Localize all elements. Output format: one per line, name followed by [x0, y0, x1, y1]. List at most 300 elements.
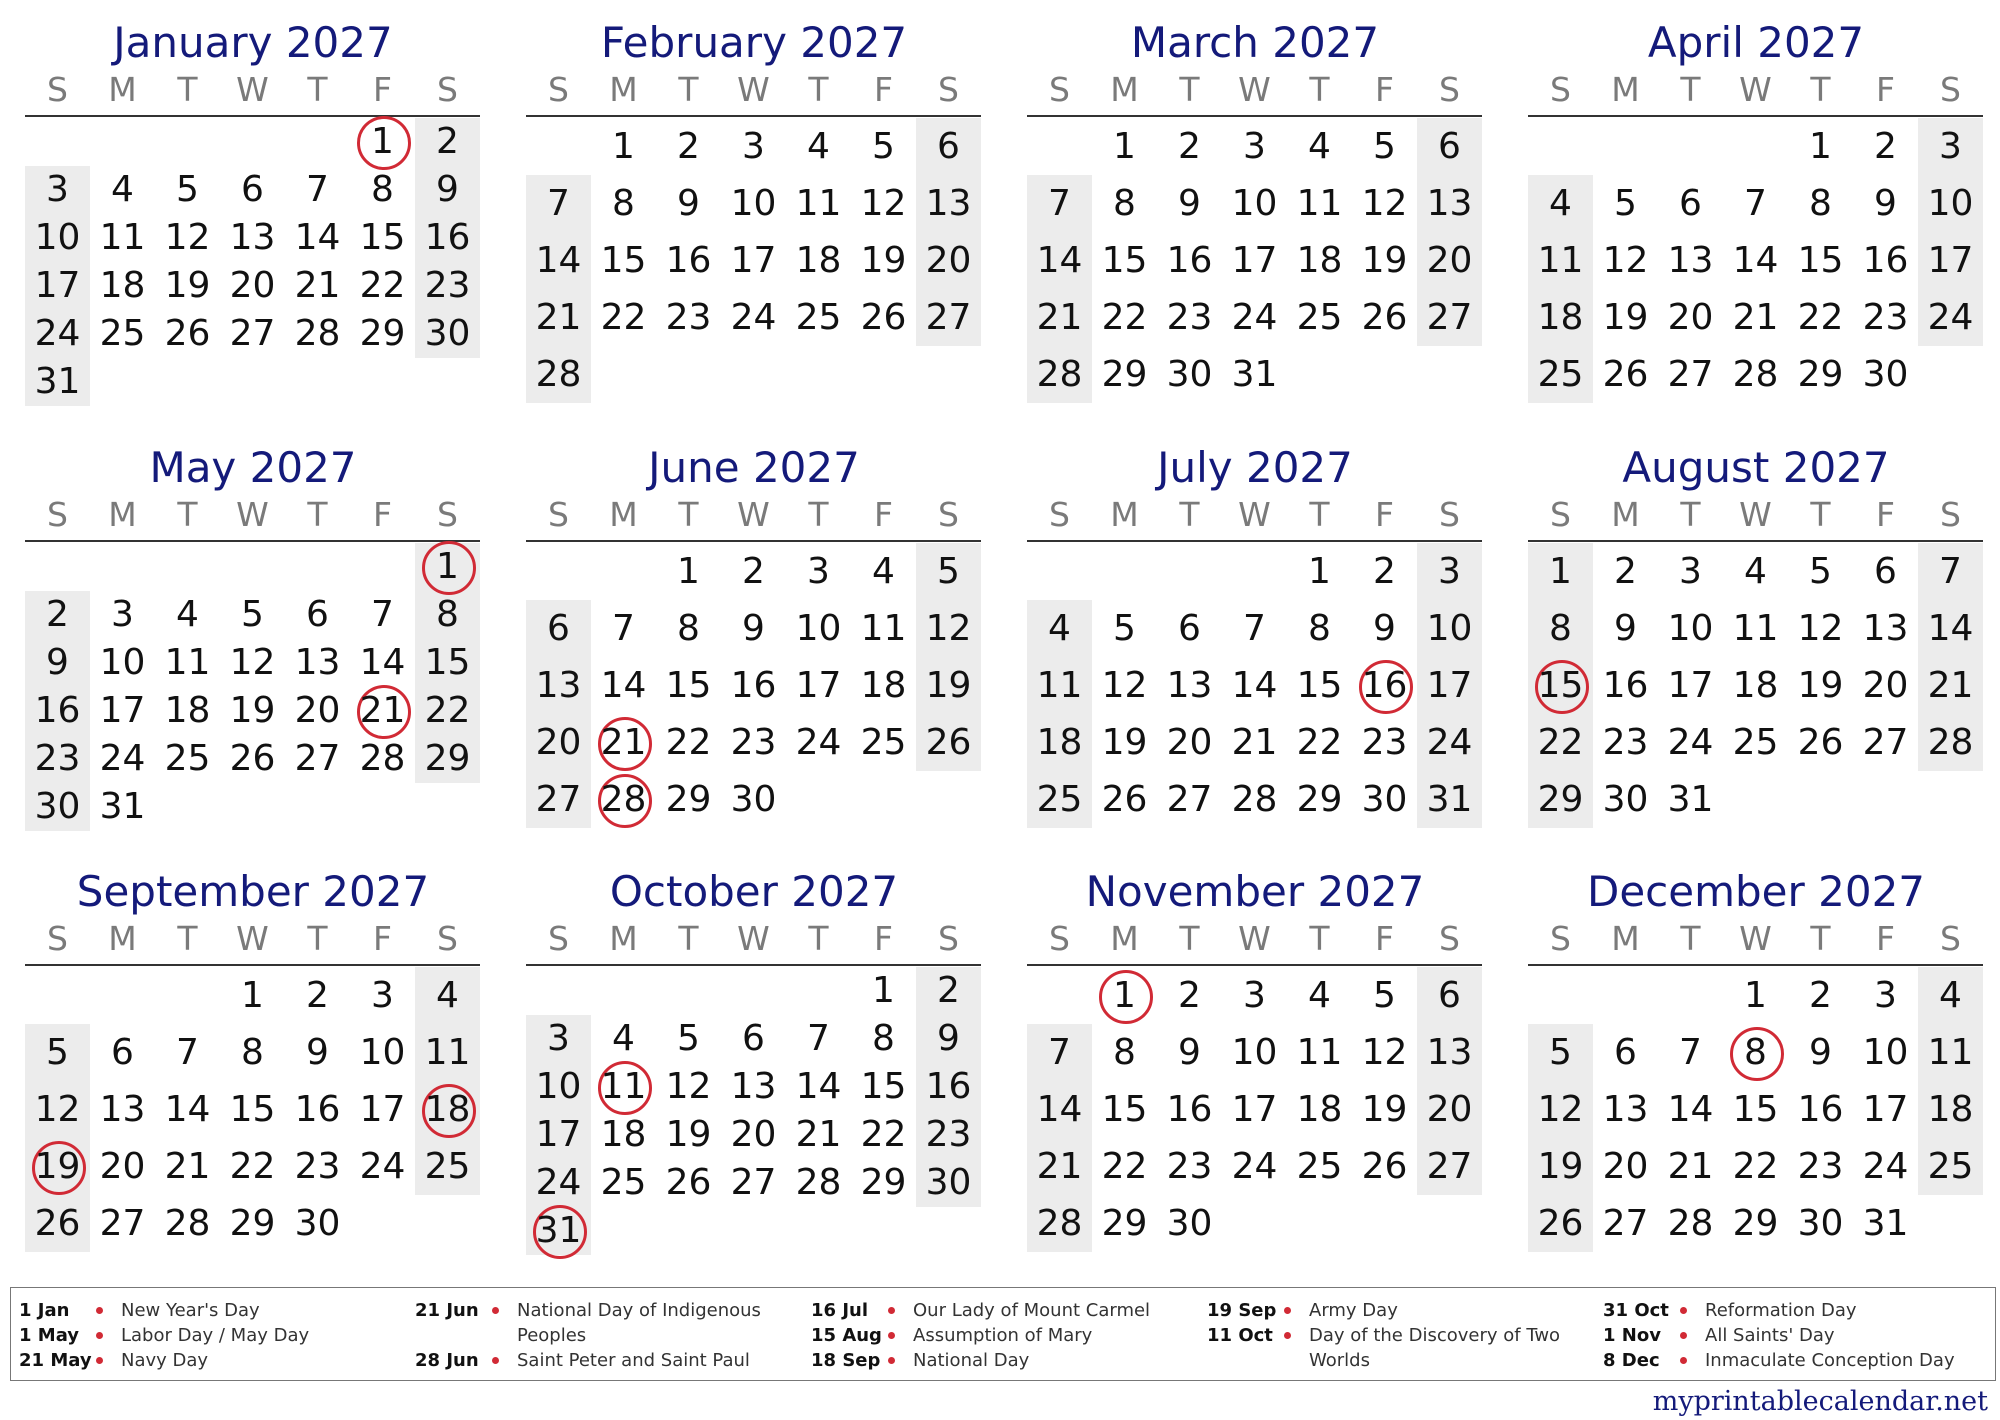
- day-cell: [1352, 967, 1417, 1024]
- day-number: 4: [807, 126, 830, 167]
- legend-column: [1199, 1298, 1594, 1373]
- day-number: 3: [807, 551, 830, 592]
- day-number: 7: [612, 608, 635, 649]
- day-number: 2: [306, 975, 329, 1016]
- weekday-label: S: [938, 70, 959, 109]
- day-cell: [350, 967, 415, 1024]
- day-cell: [721, 1159, 786, 1207]
- legend-date: 21 May: [19, 1350, 92, 1371]
- day-number: 24: [1426, 722, 1473, 763]
- day-number: 4: [1744, 551, 1767, 592]
- day-number: 25: [1537, 354, 1584, 395]
- day-number: 12: [34, 1089, 81, 1130]
- day-cell: [285, 1138, 350, 1195]
- day-number: 5: [937, 551, 960, 592]
- day-cell: [526, 1015, 591, 1063]
- day-number: 4: [872, 551, 895, 592]
- day-number: 23: [1361, 722, 1408, 763]
- day-number: 5: [1809, 551, 1832, 592]
- day-cell: [220, 591, 285, 639]
- day-cell: [285, 310, 350, 358]
- legend-item: [803, 1298, 1198, 1323]
- day-number: 20: [1426, 240, 1473, 281]
- holiday-day-cell: [591, 1063, 656, 1111]
- day-cell: [1222, 232, 1287, 289]
- weekday-label: S: [548, 919, 569, 958]
- day-number: 13: [229, 217, 276, 258]
- day-number: 7: [1679, 1032, 1702, 1073]
- bullet-icon: [1680, 1332, 1687, 1339]
- day-number: 15: [1296, 665, 1343, 706]
- day-number: 6: [1874, 551, 1897, 592]
- day-cell: [526, 1111, 591, 1159]
- day-number: 14: [1667, 1089, 1714, 1130]
- day-cell: [656, 600, 721, 657]
- day-cell: [1417, 289, 1482, 346]
- day-number: 30: [1797, 1203, 1844, 1244]
- weekday-label: W: [1238, 70, 1271, 109]
- day-number: 28: [359, 738, 406, 779]
- day-cell: [786, 232, 851, 289]
- day-cell: [350, 639, 415, 687]
- day-number: 11: [1296, 1032, 1343, 1073]
- day-cell: [1853, 1024, 1918, 1081]
- day-cell: [1222, 1024, 1287, 1081]
- weekday-label: S: [1049, 495, 1070, 534]
- weekday-label: T: [1309, 495, 1330, 534]
- day-number: 29: [1296, 779, 1343, 820]
- day-cell: [1287, 118, 1352, 175]
- day-number: 3: [46, 169, 69, 210]
- day-cell: [1352, 289, 1417, 346]
- day-cell: [1918, 967, 1983, 1024]
- day-cell: [220, 687, 285, 735]
- day-cell: [1222, 1081, 1287, 1138]
- day-number: 7: [306, 169, 329, 210]
- holiday-day-cell: [1092, 967, 1157, 1024]
- header-divider: [526, 115, 981, 117]
- day-cell: [1528, 289, 1593, 346]
- day-number: 19: [1361, 240, 1408, 281]
- day-number: 2: [1178, 975, 1201, 1016]
- day-cell: [591, 657, 656, 714]
- day-cell: [1222, 714, 1287, 771]
- day-cell: [350, 735, 415, 783]
- day-cell: [1723, 600, 1788, 657]
- legend-date: 16 Jul: [811, 1300, 868, 1321]
- day-grid: [25, 118, 480, 406]
- day-cell: [786, 1063, 851, 1111]
- day-number: 9: [937, 1018, 960, 1059]
- day-cell: [1287, 289, 1352, 346]
- day-number: 20: [1426, 1089, 1473, 1130]
- day-number: 24: [795, 722, 842, 763]
- month-title: June 2027: [648, 443, 860, 492]
- day-number: 18: [1732, 665, 1779, 706]
- day-cell: [1027, 289, 1092, 346]
- day-number: 17: [1426, 665, 1473, 706]
- day-number: 4: [1308, 126, 1331, 167]
- holiday-day-cell: [415, 543, 480, 591]
- day-number: 28: [535, 354, 582, 395]
- day-cell: [1788, 657, 1853, 714]
- day-number: 18: [1537, 297, 1584, 338]
- day-cell: [1788, 289, 1853, 346]
- day-cell: [851, 714, 916, 771]
- day-cell: [721, 232, 786, 289]
- day-cell: [1027, 771, 1092, 828]
- day-number: 5: [872, 126, 895, 167]
- day-number: 23: [925, 1114, 972, 1155]
- bullet-icon: [1680, 1307, 1687, 1314]
- day-cell: [90, 783, 155, 831]
- header-divider: [1528, 115, 1983, 117]
- day-number: 22: [1537, 722, 1584, 763]
- day-number: 14: [795, 1066, 842, 1107]
- day-cell: [220, 1195, 285, 1252]
- day-cell: [25, 735, 90, 783]
- day-number: 6: [306, 594, 329, 635]
- day-number: 16: [730, 665, 777, 706]
- day-number: 21: [795, 1114, 842, 1155]
- day-cell: [415, 214, 480, 262]
- legend-date: 19 Sep: [1207, 1300, 1277, 1321]
- weekday-label: W: [1739, 495, 1772, 534]
- day-cell: [1352, 543, 1417, 600]
- day-number: 15: [1537, 665, 1584, 706]
- day-number: 7: [1744, 183, 1767, 224]
- day-number: 25: [99, 313, 146, 354]
- day-number: 10: [1862, 1032, 1909, 1073]
- day-number: 7: [547, 183, 570, 224]
- day-cell: [1853, 600, 1918, 657]
- day-cell: [1853, 543, 1918, 600]
- day-number: 27: [535, 779, 582, 820]
- day-cell: [350, 214, 415, 262]
- day-number: 8: [1113, 183, 1136, 224]
- day-cell: [1658, 175, 1723, 232]
- day-cell: [285, 1024, 350, 1081]
- day-number: 27: [1862, 722, 1909, 763]
- day-cell: [916, 232, 981, 289]
- day-number: 1: [241, 975, 264, 1016]
- day-number: 26: [665, 1162, 712, 1203]
- day-cell: [155, 639, 220, 687]
- day-cell: [90, 735, 155, 783]
- bullet-icon: [888, 1332, 895, 1339]
- day-cell: [220, 735, 285, 783]
- day-number: 9: [742, 608, 765, 649]
- day-number: 11: [795, 183, 842, 224]
- day-number: 10: [730, 183, 777, 224]
- day-cell: [1027, 175, 1092, 232]
- day-number: 8: [1113, 1032, 1136, 1073]
- day-number: 1: [1549, 551, 1572, 592]
- day-number: 13: [1426, 1032, 1473, 1073]
- weekday-label: F: [874, 495, 893, 534]
- day-cell: [1853, 346, 1918, 403]
- day-cell: [721, 289, 786, 346]
- day-number: 26: [1361, 1146, 1408, 1187]
- weekday-label: F: [1375, 495, 1394, 534]
- weekday-label: M: [108, 70, 137, 109]
- day-cell: [656, 232, 721, 289]
- day-number: 16: [34, 690, 81, 731]
- legend-item: [803, 1323, 1198, 1348]
- day-cell: [1593, 1138, 1658, 1195]
- day-number: 19: [1797, 665, 1844, 706]
- day-grid: [526, 543, 981, 828]
- weekday-label: T: [1680, 70, 1701, 109]
- day-cell: [851, 1111, 916, 1159]
- day-number: 11: [1036, 665, 1083, 706]
- day-cell: [1222, 289, 1287, 346]
- legend-item: [1199, 1323, 1594, 1373]
- weekday-label: T: [307, 70, 328, 109]
- day-number: 25: [600, 1162, 647, 1203]
- header-divider: [1528, 964, 1983, 966]
- day-cell: [851, 600, 916, 657]
- weekday-label: T: [1179, 495, 1200, 534]
- day-number: 13: [1862, 608, 1909, 649]
- legend-date: 8 Dec: [1603, 1350, 1660, 1371]
- legend-item: [11, 1348, 406, 1373]
- day-number: 4: [436, 975, 459, 1016]
- day-cell: [1658, 1138, 1723, 1195]
- day-number: 31: [1231, 354, 1278, 395]
- day-cell: [1918, 175, 1983, 232]
- day-number: 30: [1166, 1203, 1213, 1244]
- day-number: 17: [99, 690, 146, 731]
- day-cell: [25, 687, 90, 735]
- day-cell: [1222, 346, 1287, 403]
- day-cell: [1352, 118, 1417, 175]
- day-cell: [25, 358, 90, 406]
- day-cell: [1528, 714, 1593, 771]
- day-number: 6: [547, 608, 570, 649]
- day-cell: [1222, 771, 1287, 828]
- day-number: 28: [795, 1162, 842, 1203]
- day-number: 5: [677, 1018, 700, 1059]
- legend-item: [11, 1298, 406, 1323]
- day-number: 24: [1667, 722, 1714, 763]
- day-cell: [1157, 118, 1222, 175]
- day-cell: [1593, 1081, 1658, 1138]
- day-number: 5: [1373, 975, 1396, 1016]
- day-number: 19: [164, 265, 211, 306]
- day-number: 16: [665, 240, 712, 281]
- day-cell: [591, 118, 656, 175]
- day-number: 14: [1036, 1089, 1083, 1130]
- day-cell: [1027, 600, 1092, 657]
- day-cell: [90, 1081, 155, 1138]
- day-number: 19: [1361, 1089, 1408, 1130]
- day-cell: [851, 175, 916, 232]
- day-cell: [90, 1138, 155, 1195]
- weekday-label: T: [808, 70, 829, 109]
- month-title: May 2027: [149, 443, 357, 492]
- weekday-label: S: [437, 495, 458, 534]
- day-number: 25: [164, 738, 211, 779]
- site-footer: myprintablecalendar.net: [1652, 1386, 1988, 1417]
- day-number: 9: [436, 169, 459, 210]
- day-cell: [851, 1015, 916, 1063]
- day-number: 18: [600, 1114, 647, 1155]
- day-cell: [1658, 714, 1723, 771]
- day-cell: [1092, 600, 1157, 657]
- day-number: 2: [937, 970, 960, 1011]
- weekday-label: T: [808, 495, 829, 534]
- day-cell: [1593, 289, 1658, 346]
- day-cell: [1593, 657, 1658, 714]
- weekday-label: M: [108, 919, 137, 958]
- day-number: 23: [1166, 297, 1213, 338]
- day-cell: [90, 1195, 155, 1252]
- day-cell: [1352, 1081, 1417, 1138]
- day-number: 16: [1361, 665, 1408, 706]
- weekday-label: F: [1876, 919, 1895, 958]
- day-cell: [656, 657, 721, 714]
- day-cell: [656, 1111, 721, 1159]
- month-title: April 2027: [1647, 18, 1865, 67]
- day-number: 27: [99, 1203, 146, 1244]
- day-cell: [1287, 1024, 1352, 1081]
- day-number: 16: [1862, 240, 1909, 281]
- weekday-label: W: [737, 919, 770, 958]
- day-number: 1: [436, 546, 459, 587]
- holiday-day-cell: [25, 1138, 90, 1195]
- day-number: 3: [1939, 126, 1962, 167]
- legend-item: [1199, 1298, 1594, 1323]
- day-number: 26: [1602, 354, 1649, 395]
- day-number: 1: [1744, 975, 1767, 1016]
- month-november: [1027, 867, 1483, 1267]
- day-cell: [1027, 657, 1092, 714]
- weekday-header: [1027, 495, 1482, 535]
- weekday-label: T: [1179, 919, 1200, 958]
- day-cell: [155, 735, 220, 783]
- day-number: 10: [1927, 183, 1974, 224]
- day-number: 6: [937, 126, 960, 167]
- day-cell: [1918, 1138, 1983, 1195]
- day-number: 5: [46, 1032, 69, 1073]
- day-cell: [526, 600, 591, 657]
- day-number: 8: [1308, 608, 1331, 649]
- day-number: 11: [1732, 608, 1779, 649]
- day-cell: [25, 1024, 90, 1081]
- day-cell: [1027, 1195, 1092, 1252]
- day-cell: [1027, 1024, 1092, 1081]
- day-cell: [786, 714, 851, 771]
- day-cell: [786, 289, 851, 346]
- weekday-label: F: [1876, 70, 1895, 109]
- legend-date: 1 Jan: [19, 1300, 70, 1321]
- day-number: 26: [1537, 1203, 1584, 1244]
- day-cell: [591, 1159, 656, 1207]
- day-number: 6: [1679, 183, 1702, 224]
- day-cell: [1222, 600, 1287, 657]
- day-number: 24: [359, 1146, 406, 1187]
- day-cell: [350, 591, 415, 639]
- day-cell: [285, 639, 350, 687]
- day-cell: [851, 232, 916, 289]
- legend-date: 21 Jun: [415, 1300, 479, 1321]
- day-cell: [415, 735, 480, 783]
- day-number: 21: [1732, 297, 1779, 338]
- legend-holiday-name: National Day of Indigenous Peoples: [517, 1300, 761, 1346]
- holiday-day-cell: [526, 1207, 591, 1255]
- day-number: 17: [359, 1089, 406, 1130]
- weekday-label: T: [1810, 919, 1831, 958]
- day-cell: [220, 166, 285, 214]
- header-divider: [25, 540, 480, 542]
- weekday-label: F: [1375, 70, 1394, 109]
- day-number: 16: [1166, 240, 1213, 281]
- day-number: 29: [1732, 1203, 1779, 1244]
- day-cell: [526, 232, 591, 289]
- day-cell: [1788, 1195, 1853, 1252]
- day-number: 20: [99, 1146, 146, 1187]
- day-cell: [1593, 543, 1658, 600]
- weekday-label: W: [1238, 919, 1271, 958]
- weekday-label: F: [373, 919, 392, 958]
- day-number: 10: [1667, 608, 1714, 649]
- holiday-day-cell: [350, 118, 415, 166]
- weekday-label: W: [1739, 919, 1772, 958]
- day-cell: [1593, 175, 1658, 232]
- weekday-label: W: [737, 495, 770, 534]
- day-cell: [916, 967, 981, 1015]
- day-cell: [25, 1195, 90, 1252]
- day-number: 19: [229, 690, 276, 731]
- day-number: 31: [99, 786, 146, 827]
- day-cell: [1222, 175, 1287, 232]
- day-cell: [220, 1081, 285, 1138]
- weekday-label: T: [678, 70, 699, 109]
- day-cell: [1092, 1081, 1157, 1138]
- day-cell: [786, 1015, 851, 1063]
- bullet-icon: [888, 1307, 895, 1314]
- legend-item: [11, 1323, 406, 1348]
- day-number: 1: [1308, 551, 1331, 592]
- day-number: 19: [1602, 297, 1649, 338]
- day-number: 18: [164, 690, 211, 731]
- day-number: 25: [795, 297, 842, 338]
- day-number: 4: [1549, 183, 1572, 224]
- day-number: 14: [359, 642, 406, 683]
- day-cell: [1417, 1024, 1482, 1081]
- day-cell: [285, 262, 350, 310]
- day-cell: [526, 1159, 591, 1207]
- weekday-label: S: [47, 919, 68, 958]
- day-number: 12: [1797, 608, 1844, 649]
- day-number: 27: [1602, 1203, 1649, 1244]
- day-grid: [25, 967, 480, 1252]
- day-number: 17: [1862, 1089, 1909, 1130]
- day-cell: [1157, 232, 1222, 289]
- day-cell: [1092, 1195, 1157, 1252]
- weekday-label: T: [1179, 70, 1200, 109]
- day-cell: [656, 771, 721, 828]
- day-number: 28: [164, 1203, 211, 1244]
- day-cell: [90, 687, 155, 735]
- weekday-label: T: [678, 495, 699, 534]
- day-number: 3: [1243, 126, 1266, 167]
- day-number: 7: [176, 1032, 199, 1073]
- day-number: 29: [359, 313, 406, 354]
- day-number: 19: [1101, 722, 1148, 763]
- day-number: 23: [34, 738, 81, 779]
